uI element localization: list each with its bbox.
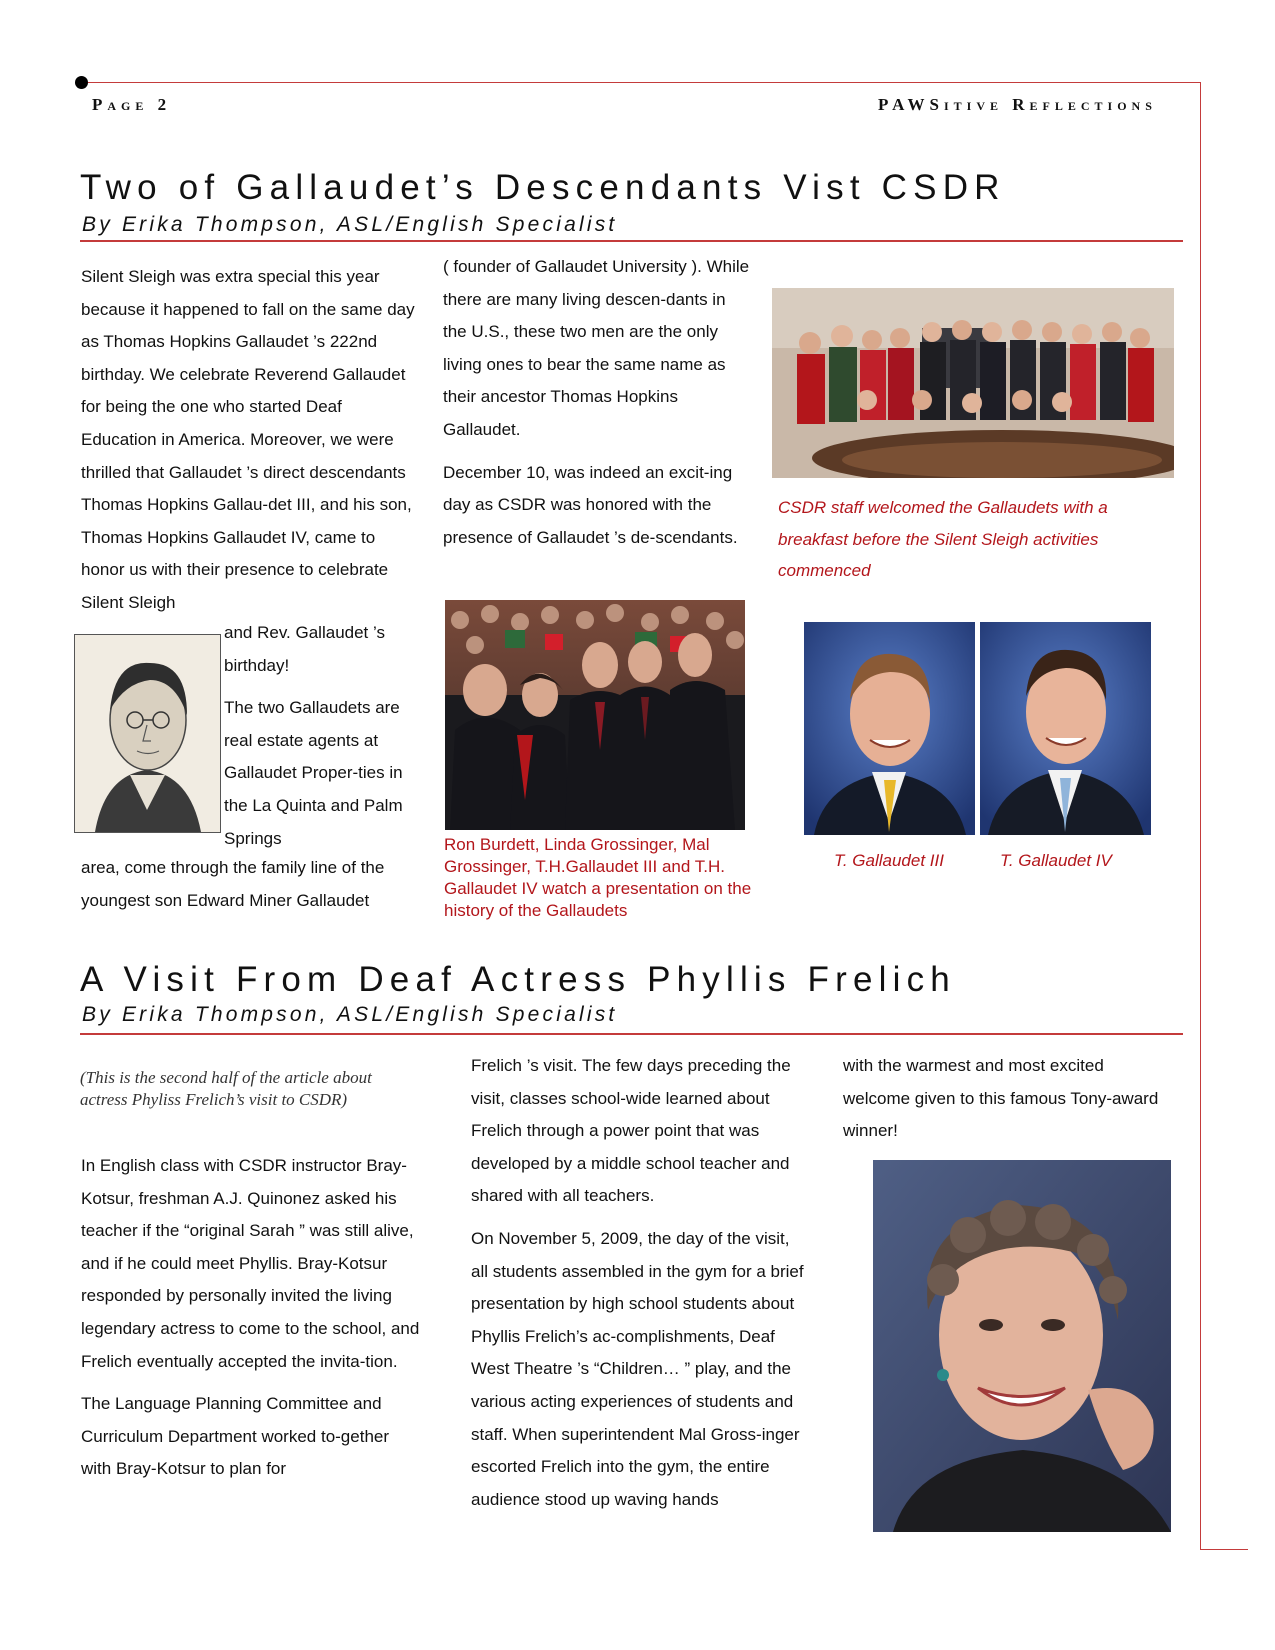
article2-col3: with the warmest and most excited welcome given to this famous Tony-award winner! xyxy=(843,1056,1159,1141)
gallaudet-portrait xyxy=(74,634,221,833)
article1-col1-text: Silent Sleigh was extra special this year because it happened to fall on the same day as Thomas Hopkins Gallaudet ’s 222nd birthday. We celebrate Reverend Gallaudet for being the one who started Deaf Education in America. Moreover, we were thrilled that Gallaudet ’s direct descendants Thomas Hopkins Gallau-det III, and his son, Thomas Hopkins Gallaudet IV, came to honor us with their presence to celebrate Silent Sleigh xyxy=(81,267,415,612)
article1-col1-wrap xyxy=(224,617,414,865)
staff-group-photo xyxy=(772,288,1174,478)
audience-photo xyxy=(445,600,745,830)
audience-photo-caption: Ron Burdett, Linda Grossinger, Mal Grossinger, T.H.Gallaudet III and T.H. Gallaudet IV watch a presentation on the history of the Gallaudets xyxy=(444,835,752,920)
article2-col2-p1: Frelich ’s visit. The few days preceding the visit, classes school-wide learned about Frelich through a power point that was developed by a middle school teacher and shared with all teachers. xyxy=(471,1056,791,1206)
article1-col1 xyxy=(81,261,419,630)
article2-note: (This is the second half of the article about actress Phyliss Frelich’s visit to CSDR) xyxy=(80,1068,372,1109)
article1-col1-wrap2: The two Gallaudets are real estate agents at Gallaudet Proper-ties in the La Quinta and Palm Springs xyxy=(224,698,403,848)
article2-col1-p1: In English class with CSDR instructor Bray-Kotsur, freshman A.J. Quinonez asked his teacher if the “original Sarah ” was still alive, and if he could meet Phyllis. Bray-Kotsur responded by personally invited the living legendary actress to come to the school, and Frelich eventually accepted the invita-tion. xyxy=(81,1156,420,1371)
article1-title: Two of Gallaudet’s Descendants Vist CSDR xyxy=(80,168,1006,207)
caption-gallaudet-iii: T. Gallaudet III xyxy=(834,851,944,870)
article1-col2-p2: December 10, was indeed an excit-ing day as CSDR was honored with the presence of Gallaudet ’s de-scendants. xyxy=(443,462,738,547)
article1-col2 xyxy=(443,251,753,564)
article1-title-rule xyxy=(80,240,1183,242)
article2-byline: By Erika Thompson, ASL/English Specialist xyxy=(82,1003,618,1026)
article2-title: A Visit From Deaf Actress Phyllis Frelich xyxy=(80,960,956,999)
staff-photo-caption: CSDR staff welcomed the Gallaudets with a breakfast before the Silent Sleigh activities commenced xyxy=(778,498,1108,580)
gallaudet-iii-photo xyxy=(804,622,975,835)
gallaudet-iv-photo xyxy=(980,622,1151,835)
article1-col1-tail: area, come through the family line of the youngest son Edward Miner Gallaudet xyxy=(81,858,385,910)
article1-col2-p1: ( founder of Gallaudet University ). While there are many living descen-dants in the U.S., these two men are the only living ones to bear the same name as their ancestor Thomas Hopkins Gallaudet. xyxy=(443,257,750,439)
article2-title-rule xyxy=(80,1033,1183,1035)
frame-right-line xyxy=(1200,82,1201,1550)
article2-col1 xyxy=(81,1150,421,1496)
article1-col1-wrap1: and Rev. Gallaudet ’s birthday! xyxy=(224,623,385,675)
article1-byline: By Erika Thompson, ASL/English Specialist xyxy=(82,213,618,236)
frelich-photo xyxy=(873,1160,1171,1532)
frame-corner-dot xyxy=(75,76,88,89)
caption-gallaudet-iv: T. Gallaudet IV xyxy=(1000,851,1112,870)
article2-col1-p2: The Language Planning Committee and Curriculum Department worked to-gether with Bray-Kotsur to plan for xyxy=(81,1394,390,1479)
article2-col2 xyxy=(471,1050,811,1526)
frame-top-line xyxy=(80,82,1201,83)
frame-bottom-line xyxy=(1200,1549,1248,1550)
newsletter-name: PAWSitive Reflections xyxy=(878,95,1157,114)
page-number: Page 2 xyxy=(92,95,172,114)
article2-col2-p2: On November 5, 2009, the day of the visit, all students assembled in the gym for a brief presentation by high school students about Phyllis Frelich’s ac-complishments, Deaf West Theatre ’s “Children… ” play, and the various acting experiences of students and staff. When superintendent Mal Gross-inger escorted Frelich into the gym, the entire audience stood up waving hands xyxy=(471,1228,804,1509)
